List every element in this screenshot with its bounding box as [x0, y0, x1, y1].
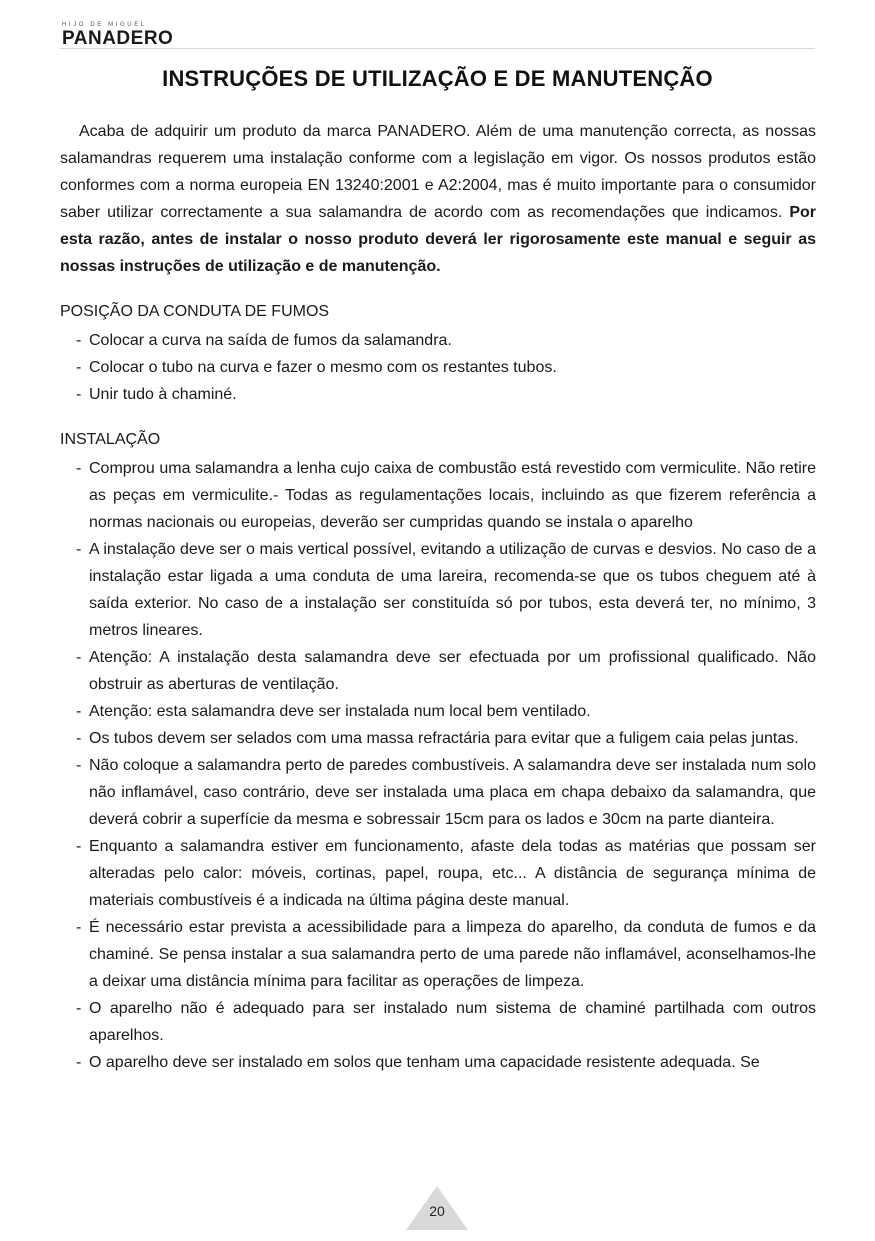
section-title-instalacao: INSTALAÇÃO: [60, 431, 161, 448]
page-number: 20: [429, 1203, 445, 1219]
list-item: - Enquanto a salamandra estiver em funcionamento, afaste dela todas as matérias que possam ser alteradas pelo calor: móveis, cortinas, papel, roupa, etc... A distância de segurança mínima de materiais combustíveis é a indicada na última página deste manual.: [76, 838, 816, 909]
page-title: INSTRUÇÕES DE UTILIZAÇÃO E DE MANUTENÇÃO: [162, 66, 713, 91]
list-item: - Colocar a curva na saída de fumos da salamandra.: [76, 332, 452, 349]
list-item: - Unir tudo à chaminé.: [76, 386, 237, 403]
list-item: - Atenção: A instalação desta salamandra deve ser efectuada por um profissional qualificado. Não obstruir as aberturas de ventilação.: [76, 649, 816, 693]
intro-paragraph: [60, 118, 816, 280]
list-item: - A instalação deve ser o mais vertical possível, evitando a utilização de curvas e desvios. No caso de a instalação estar ligada a uma conduta de uma lareira, recomenda-se que os tubos cheguem até à saída exterior. No caso de a instalação ser constituída só por tubos, esta deverá ter, no mínimo, 3 metros lineares.: [76, 541, 816, 639]
list-item: - O aparelho deve ser instalado em solos que tenham uma capacidade resistente adequada. Se: [76, 1054, 760, 1071]
list-item: - Os tubos devem ser selados com uma massa refractária para evitar que a fuligem caia pelas juntas.: [76, 730, 799, 747]
header-divider: [60, 48, 815, 49]
document-body: [60, 118, 816, 1076]
list-item: - Comprou uma salamandra a lenha cujo caixa de combustão está revestido com vermiculite. Não retire as peças em vermiculite.- Todas as regulamentações locais, incluindo as que fizerem referência a normas nacionais ou europeias, deverão ser cumpridas quando se instala o aparelho: [76, 460, 816, 531]
intro-text: Acaba de adquirir um produto da marca PANADERO. Além de uma manutenção correcta, as nossas salamandras requerem uma instalação conforme com a legislação em vigor. Os nossos produtos estão conformes com a norma europeia EN 13240:2001 e A2:2004, mas é muito importante para o consumidor saber utilizar correctamente a sua salamandra de acordo com as recomendações que indicamos.: [60, 123, 816, 221]
section-instalacao: [60, 426, 816, 1076]
logo-wordmark: PANADERO: [62, 28, 174, 49]
list-item: - O aparelho não é adequado para ser instalado num sistema de chaminé partilhada com outros aparelhos.: [76, 1000, 816, 1044]
list-item: - Atenção: esta salamandra deve ser instalada num local bem ventilado.: [76, 703, 591, 720]
list-item: - Não coloque a salamandra perto de paredes combustíveis. A salamandra deve ser instalada num solo não inflamável, caso contrário, deve ser instalada uma placa em chapa debaixo da salamandra, que deverá cobrir a superfície da mesma e sobressair 15cm para os lados e 30cm na parte dianteira.: [76, 757, 816, 828]
list-item: - Colocar o tubo na curva e fazer o mesmo com os restantes tubos.: [76, 359, 557, 376]
list-instalacao: [60, 455, 816, 1076]
list-item: - É necessário estar prevista a acessibilidade para a limpeza do aparelho, da conduta de fumos e da chaminé. Se pensa instalar a sua salamandra perto de uma parede não inflamável, aconselhamos-lhe a deixar uma distância mínima para facilitar as operações de limpeza.: [76, 919, 816, 990]
logo-subtitle: HIJO DE MIGUEL: [62, 22, 147, 28]
section-posicao: [60, 298, 816, 408]
list-posicao: [60, 327, 816, 408]
section-title-posicao: POSIÇÃO DA CONDUTA DE FUMOS: [60, 303, 330, 320]
brand-logo: [62, 22, 173, 49]
intro-bold-text: Por esta razão, antes de instalar o nosso produto deverá ler rigorosamente este manual e seguir as nossas instruções de utilização e de manutenção.: [60, 204, 816, 275]
